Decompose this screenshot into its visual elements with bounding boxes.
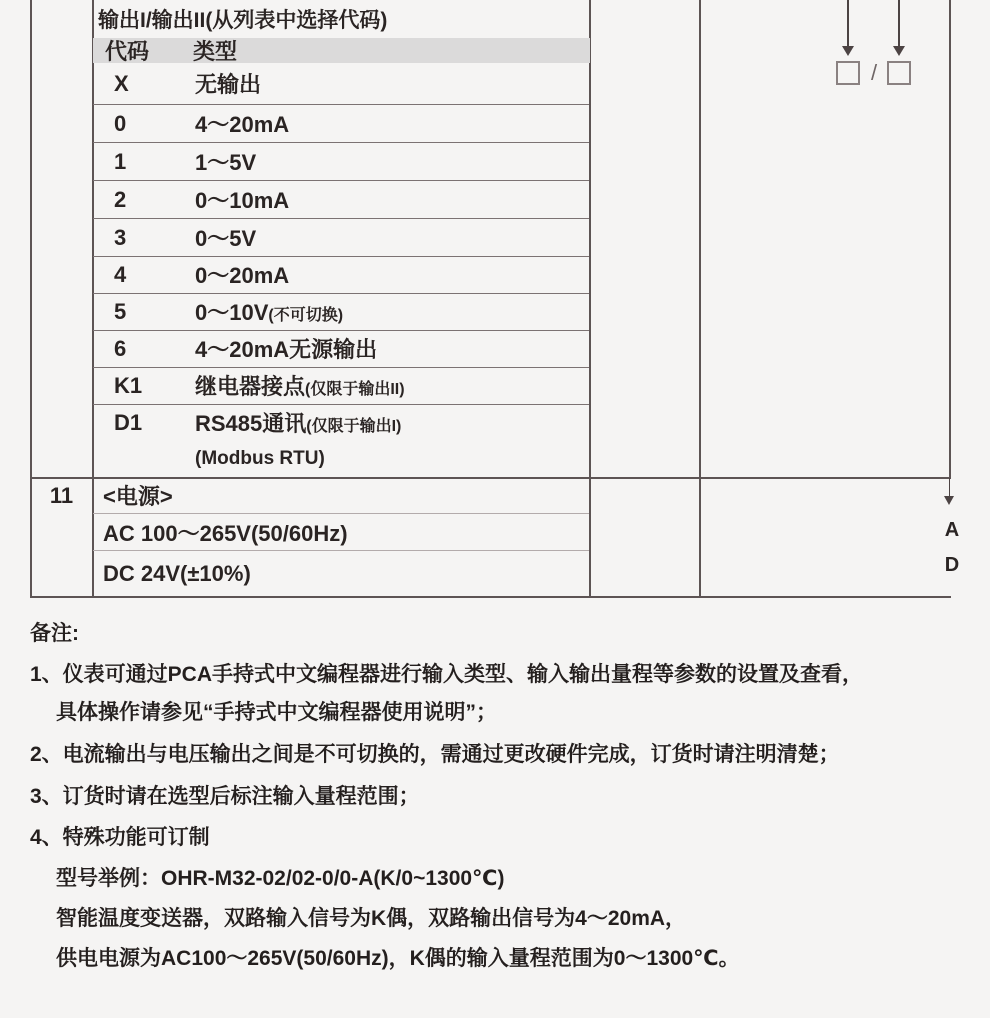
power-option-dc: DC 24V(±10%) — [103, 560, 251, 586]
code-cell: K1 — [114, 372, 143, 398]
table-row — [93, 143, 590, 180]
type-cell: 1～5V — [195, 150, 257, 175]
note-line-3: 3、订货时请在选型后标注输入量程范围； — [30, 785, 420, 808]
note-line-description-2: 供电电源为AC100～265V(50/60Hz)，K偶的输入量程范围为0～1300℃。 — [56, 947, 740, 970]
type-cell: 继电器接点(仅限于输出II) — [195, 374, 405, 399]
code-cell: 6 — [114, 335, 127, 361]
type-cell: RS485通讯(仅限于输出I) — [195, 411, 402, 436]
table-row — [93, 293, 590, 330]
code-cell: 0 — [114, 110, 127, 136]
table-row — [93, 367, 590, 404]
code-cell: 4 — [114, 261, 127, 287]
arrow-output2-icon — [893, 46, 905, 56]
type-cell: 0～10V(不可切换) — [195, 300, 344, 325]
row-number-11: 11 — [49, 482, 74, 508]
code-cell: 5 — [114, 298, 127, 324]
notes-title: 备注: — [30, 622, 79, 645]
modbus-line: (Modbus RTU) — [195, 448, 325, 469]
table-row — [93, 256, 590, 293]
type-cell: 4～20mA — [195, 112, 290, 137]
code-cell: 3 — [114, 224, 127, 250]
output-header-cell — [93, 0, 590, 38]
table-row — [93, 181, 590, 218]
type-column-header: 类型 — [193, 39, 238, 64]
code-cell: 2 — [114, 186, 127, 212]
slash-separator: / — [870, 60, 878, 85]
code-cell: D1 — [114, 409, 143, 435]
grid-line-right-column — [949, 0, 951, 478]
table-row — [93, 330, 590, 367]
column-header-row — [93, 38, 590, 63]
table-row — [93, 404, 590, 441]
arrow-output2-line — [898, 0, 900, 46]
type-cell: 无输出 — [195, 72, 262, 97]
arrow-power-icon — [944, 496, 954, 505]
grid-line-mid-column — [699, 0, 701, 598]
note-line-model-example: 型号举例：OHR-M32-02/02-0/0-A(K/0~1300℃) — [56, 867, 505, 890]
output-header-label: 输出I/输出II(从列表中选择代码) — [98, 9, 388, 32]
code-cell: 1 — [114, 148, 127, 174]
power-code-d: D — [944, 554, 960, 576]
table-row — [93, 105, 590, 142]
code-column-header: 代码 — [105, 39, 150, 64]
table-row — [93, 63, 590, 104]
power-option-ac: AC 100～265V(50/60Hz) — [103, 520, 348, 546]
type-cell: 0～10mA — [195, 188, 290, 213]
code-cell: X — [114, 70, 129, 96]
grid-line-table-bottom — [30, 596, 951, 598]
type-cell: 0～20mA — [195, 263, 290, 288]
note-line-1: 1、仪表可通过PCA手持式中文编程器进行输入类型、输入输出量程等参数的设置及查看， — [30, 663, 864, 686]
code-box-output1 — [836, 61, 860, 85]
arrow-output1-line — [847, 0, 849, 46]
arrow-output1-icon — [842, 46, 854, 56]
note-line-1b: 具体操作请参见“手持式中文编程器使用说明”； — [56, 701, 497, 724]
arrow-power-line — [949, 478, 951, 497]
power-header-cell: <电源> — [103, 483, 173, 509]
type-cell: 4～20mA无源输出 — [195, 337, 378, 362]
power-code-a: A — [944, 519, 960, 541]
type-cell: 0～5V — [195, 226, 257, 251]
note-line-description-1: 智能温度变送器，双路输入信号为K偶，双路输出信号为4～20mA， — [56, 907, 687, 930]
code-box-output2 — [887, 61, 911, 85]
table-row — [93, 219, 590, 256]
note-line-4: 4、特殊功能可订制 — [30, 826, 210, 849]
note-line-2: 2、电流输出与电压输出之间是不可切换的，需通过更改硬件完成，订货时请注明清楚； — [30, 743, 840, 766]
